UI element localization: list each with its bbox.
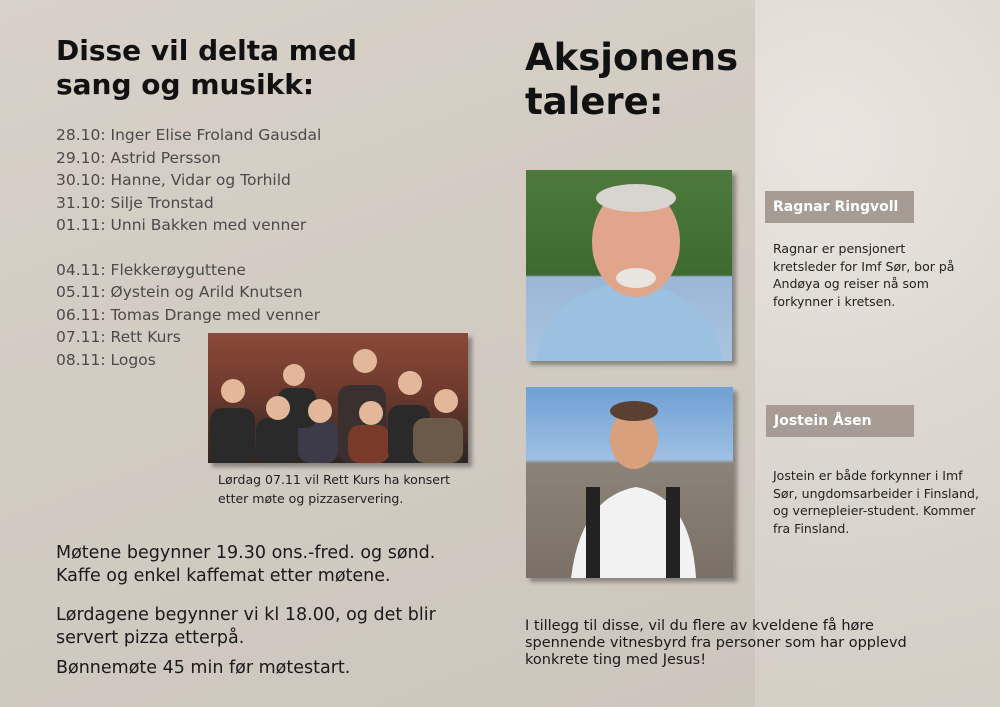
prayer-meeting-text: Bønnemøte 45 min før møtestart.: [56, 658, 351, 678]
jostein-photo-illustration: [526, 387, 733, 578]
lineup-item: 30.10: Hanne, Vidar og Torhild: [56, 171, 291, 189]
ragnar-name-badge: Ragnar Ringvoll: [765, 191, 914, 223]
lineup-item: 04.11: Flekkerøyguttene: [56, 260, 246, 279]
meeting-times-text: Møtene begynner 19.30 ons.-fred. og sønd. Kaffe og enkel kaffemat etter møtene.: [56, 543, 436, 586]
speakers-title: Aksjonens talere:: [525, 36, 739, 123]
lineup-item: 06.11: Tomas Drange med venner: [56, 305, 321, 324]
ragnar-photo: [526, 170, 732, 361]
lineup-item: 05.11: Øystein og Arild Knutsen: [56, 283, 303, 301]
testimonies-text: I tillegg til disse, vil du flere av kveldene få høre spennende vitnesbyrd fra personer som har opplevd konkrete ting med Jesus!: [525, 618, 907, 668]
jostein-name-badge: Jostein Åsen: [766, 405, 914, 437]
band-photo-caption: Lørdag 07.11 vil Rett Kurs ha konsert etter møte og pizzaservering.: [218, 472, 450, 506]
lineup-item: 08.11: Logos: [56, 350, 156, 369]
band-photo: [208, 333, 468, 463]
lineup-item: 07.11: Rett Kurs: [56, 328, 181, 346]
music-title: Disse vil delta med sang og musikk:: [56, 34, 357, 101]
band-photo-illustration: [208, 333, 468, 463]
ragnar-photo-illustration: [526, 170, 732, 361]
ragnar-bio: Ragnar er pensjonert kretsleder for Imf Sør, bor på Andøya og reiser nå som forkynner i kretsen.: [773, 241, 955, 309]
lineup-item: 28.10: Inger Elise Froland Gausdal: [56, 126, 322, 144]
lineup-item: 29.10: Astrid Persson: [56, 148, 221, 167]
saturday-info-text: Lørdagene begynner vi kl 18.00, og det blir servert pizza etterpå.: [56, 605, 436, 648]
lineup-item: 31.10: Silje Tronstad: [56, 193, 214, 212]
lineup-item: 01.11: Unni Bakken med venner: [56, 216, 307, 234]
jostein-bio: Jostein er både forkynner i Imf Sør, ungdomsarbeider i Finsland, og vernepleier-student. Kommer fra Finsland.: [773, 468, 979, 536]
right-panel-background: [755, 0, 1000, 707]
lineup-spacer: [56, 237, 376, 259]
jostein-photo: [526, 387, 733, 578]
